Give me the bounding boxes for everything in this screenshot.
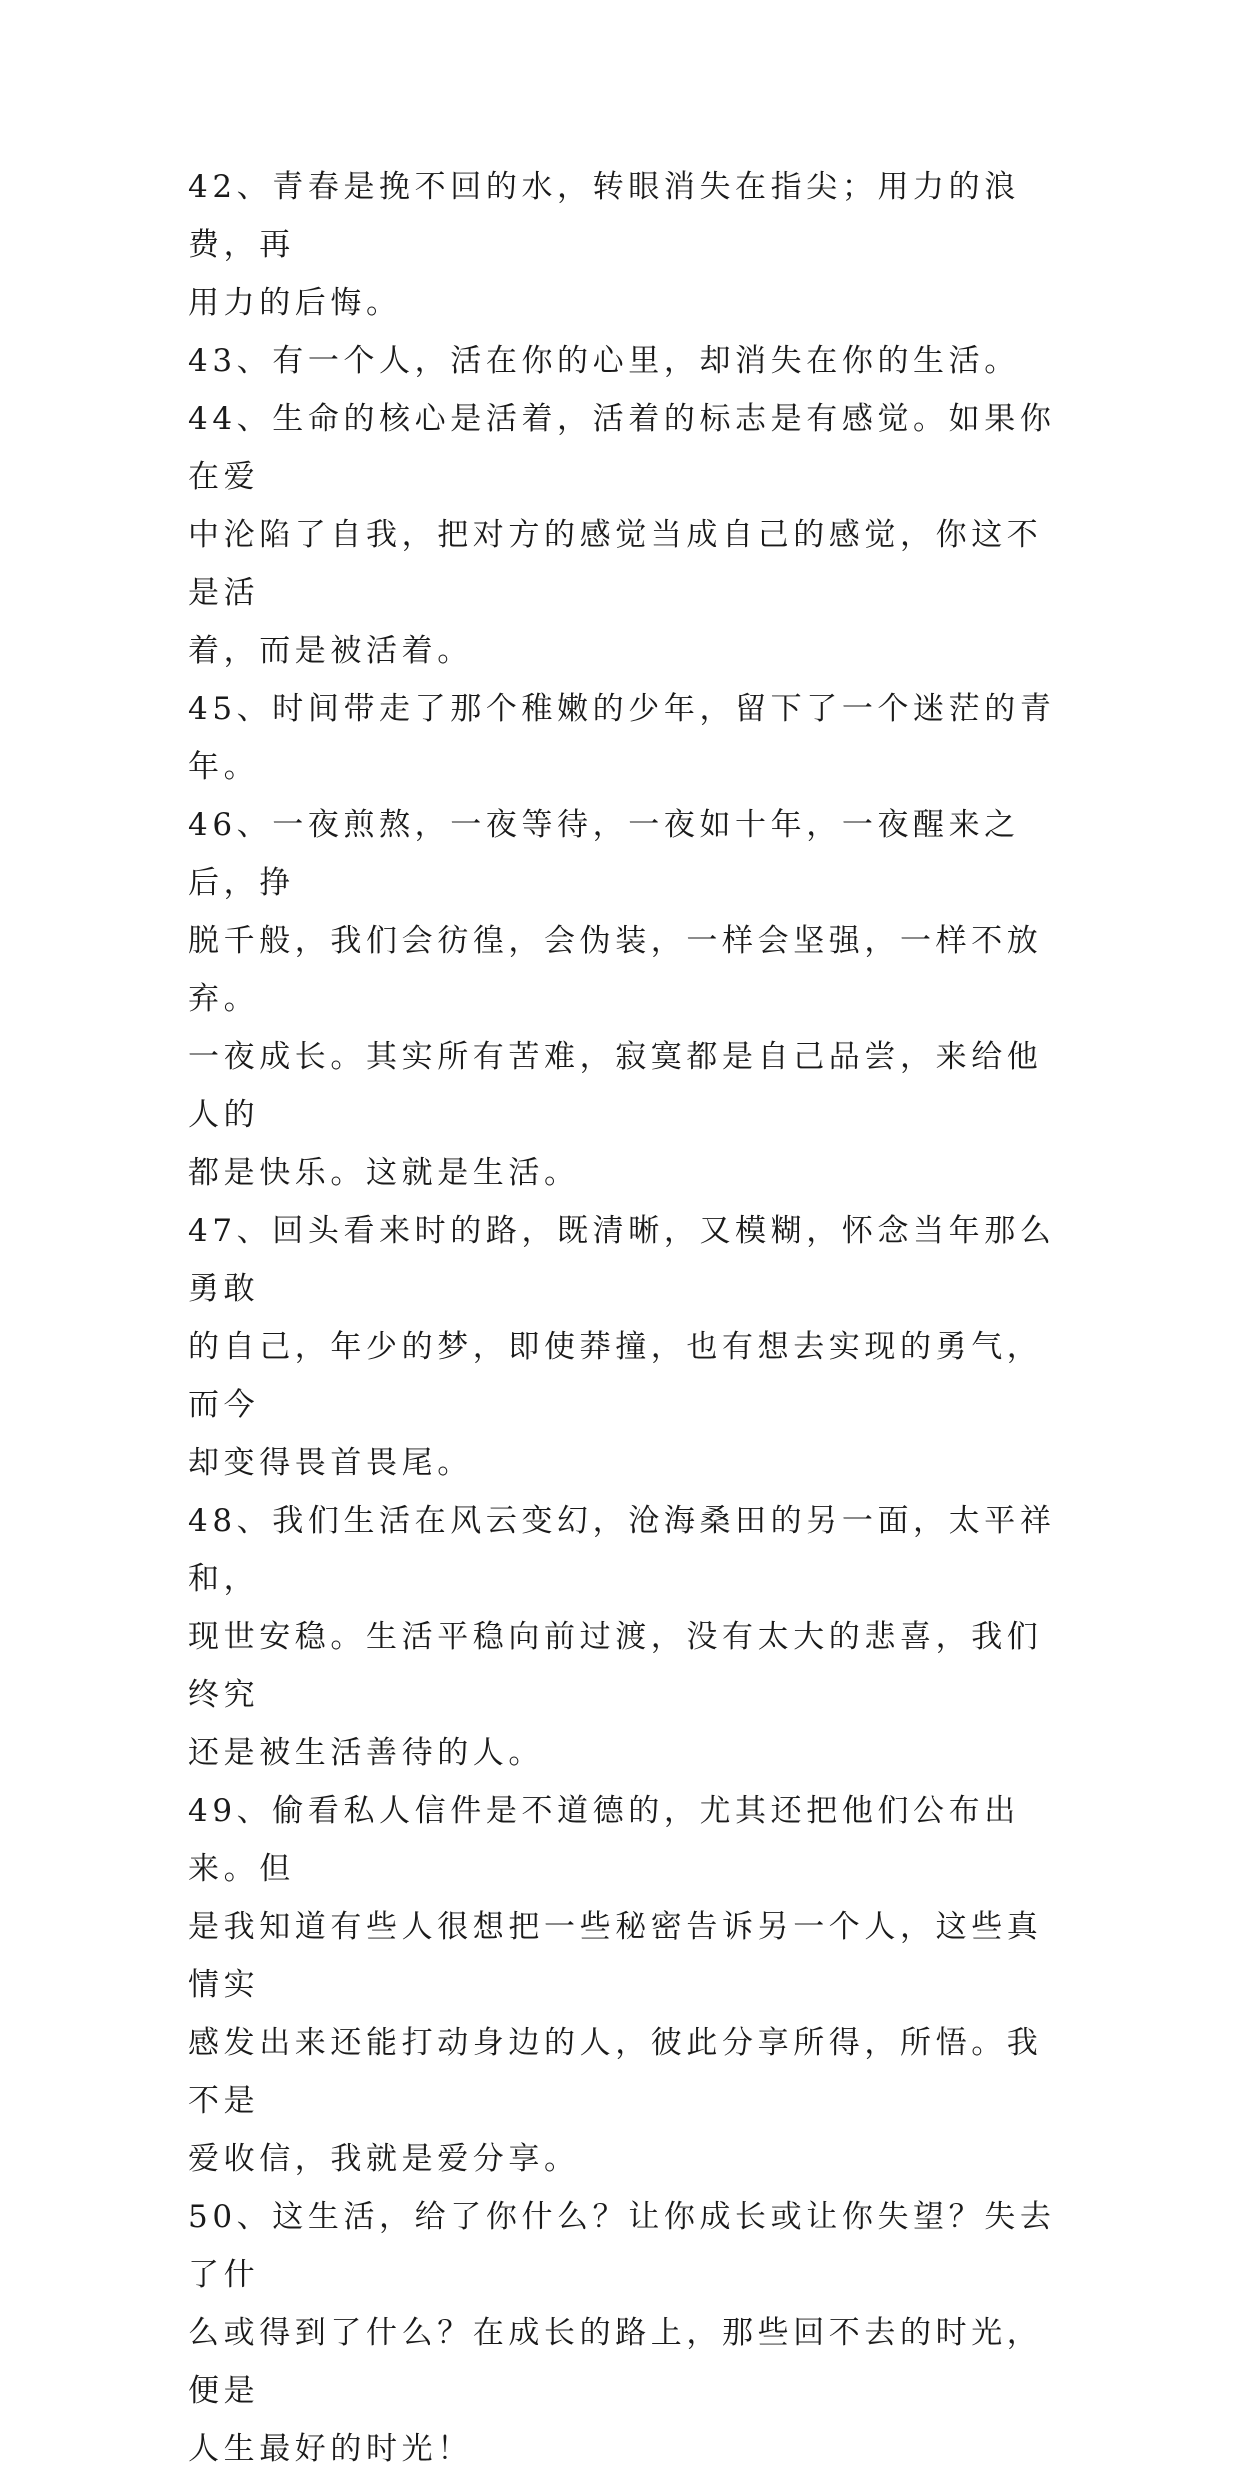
entry-42: 42、青春是挽不回的水，转眼消失在指尖；用力的浪费，再 用力的后悔。	[188, 169, 1020, 321]
document-body	[188, 158, 1068, 2478]
entry-44: 44、生命的核心是活着，活着的标志是有感觉。如果你在爱 中沦陷了自我，把对方的感觉当成自己的感觉，你这不是活 着，而是被活着。	[188, 401, 1056, 669]
entry-50: 50、这生活，给了你什么？让你成长或让你失望？失去了什 么或得到了什么？在成长的路上，那些回不去的时光，便是 人生最好的时光！	[188, 2199, 1056, 2467]
entry-43: 43、有一个人，活在你的心里，却消失在你的生活。	[188, 343, 1020, 379]
entry-48: 48、我们生活在风云变幻，沧海桑田的另一面，太平祥和， 现世安稳。生活平稳向前过渡，没有太大的悲喜，我们终究 还是被生活善待的人。	[188, 1503, 1056, 1771]
entry-47: 47、回头看来时的路，既清晰，又模糊，怀念当年那么勇敢 的自己，年少的梦，即使莽撞，也有想去实现的勇气，而今 却变得畏首畏尾。	[188, 1213, 1056, 1481]
entry-45: 45、时间带走了那个稚嫩的少年，留下了一个迷茫的青年。	[188, 691, 1056, 785]
entry-49: 49、偷看私人信件是不道德的，尤其还把他们公布出来。但 是我知道有些人很想把一些秘密告诉另一个人，这些真情实 感发出来还能打动身边的人，彼此分享所得，所悟。我不是 爱收信，我就是爱分享。	[188, 1793, 1043, 2177]
entry-46: 46、一夜煎熬，一夜等待，一夜如十年，一夜醒来之后，挣 脱千般，我们会彷徨，会伪装，一样会坚强，一样不放弃。 一夜成长。其实所有苦难，寂寞都是自己品尝，来给他人的 都是快乐。这就是生活。	[188, 807, 1043, 1191]
